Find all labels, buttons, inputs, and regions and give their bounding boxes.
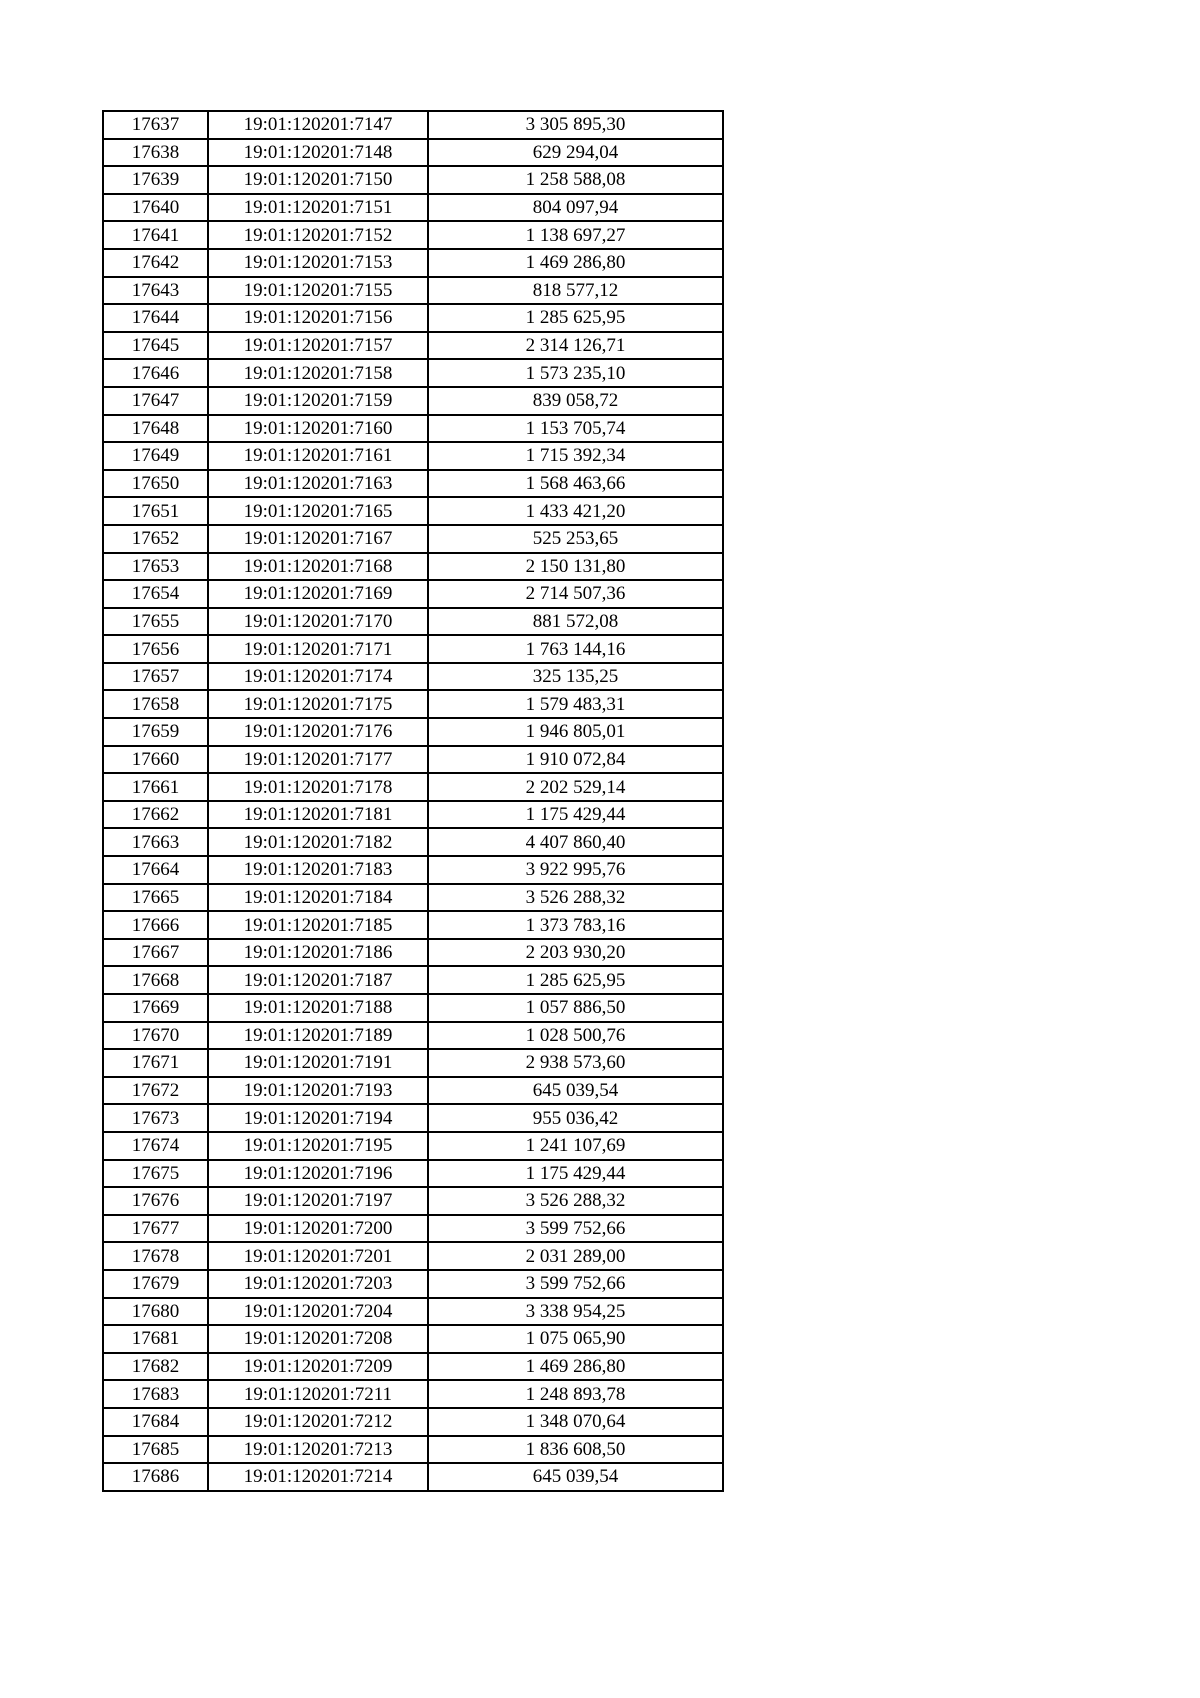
table-row xyxy=(103,1132,723,1160)
row-number-cell: 17684 xyxy=(103,1408,208,1436)
cadastral-number-cell: 19:01:120201:7181 xyxy=(208,801,428,829)
value-cell: 1 946 805,01 xyxy=(428,718,723,746)
value-cell: 1 241 107,69 xyxy=(428,1132,723,1160)
value-cell: 1 836 608,50 xyxy=(428,1436,723,1464)
table-row xyxy=(103,221,723,249)
row-number-cell: 17685 xyxy=(103,1436,208,1464)
row-number-cell: 17667 xyxy=(103,939,208,967)
value-cell: 1 469 286,80 xyxy=(428,1353,723,1381)
table-row xyxy=(103,884,723,912)
row-number-cell: 17672 xyxy=(103,1077,208,1105)
cadastral-number-cell: 19:01:120201:7169 xyxy=(208,580,428,608)
row-number-cell: 17644 xyxy=(103,304,208,332)
value-cell: 1 373 783,16 xyxy=(428,911,723,939)
table-row xyxy=(103,166,723,194)
table-row xyxy=(103,1160,723,1188)
value-cell: 1 248 893,78 xyxy=(428,1380,723,1408)
value-cell: 1 348 070,64 xyxy=(428,1408,723,1436)
cadastral-number-cell: 19:01:120201:7159 xyxy=(208,387,428,415)
row-number-cell: 17654 xyxy=(103,580,208,608)
cadastral-number-cell: 19:01:120201:7163 xyxy=(208,470,428,498)
cadastral-number-cell: 19:01:120201:7188 xyxy=(208,994,428,1022)
cadastral-number-cell: 19:01:120201:7155 xyxy=(208,277,428,305)
table-row xyxy=(103,1242,723,1270)
table-row xyxy=(103,1270,723,1298)
value-cell: 525 253,65 xyxy=(428,525,723,553)
table-row xyxy=(103,966,723,994)
value-cell: 629 294,04 xyxy=(428,139,723,167)
value-cell: 804 097,94 xyxy=(428,194,723,222)
value-cell: 1 175 429,44 xyxy=(428,801,723,829)
cadastral-number-cell: 19:01:120201:7171 xyxy=(208,635,428,663)
value-cell: 955 036,42 xyxy=(428,1104,723,1132)
table-row xyxy=(103,304,723,332)
row-number-cell: 17686 xyxy=(103,1463,208,1491)
row-number-cell: 17662 xyxy=(103,801,208,829)
value-cell: 645 039,54 xyxy=(428,1077,723,1105)
row-number-cell: 17673 xyxy=(103,1104,208,1132)
row-number-cell: 17637 xyxy=(103,111,208,139)
value-cell: 1 763 144,16 xyxy=(428,635,723,663)
table-row xyxy=(103,1049,723,1077)
table-row xyxy=(103,856,723,884)
row-number-cell: 17674 xyxy=(103,1132,208,1160)
cadastral-number-cell: 19:01:120201:7152 xyxy=(208,221,428,249)
value-cell: 2 150 131,80 xyxy=(428,553,723,581)
cadastral-number-cell: 19:01:120201:7168 xyxy=(208,553,428,581)
value-cell: 1 028 500,76 xyxy=(428,1022,723,1050)
value-cell: 3 922 995,76 xyxy=(428,856,723,884)
value-cell: 645 039,54 xyxy=(428,1463,723,1491)
cadastral-number-cell: 19:01:120201:7186 xyxy=(208,939,428,967)
value-cell: 1 579 483,31 xyxy=(428,690,723,718)
table-row xyxy=(103,580,723,608)
table-row xyxy=(103,1104,723,1132)
table-row xyxy=(103,911,723,939)
value-cell: 3 526 288,32 xyxy=(428,1187,723,1215)
table-row xyxy=(103,249,723,277)
row-number-cell: 17640 xyxy=(103,194,208,222)
value-cell: 4 407 860,40 xyxy=(428,828,723,856)
table-row xyxy=(103,690,723,718)
value-cell: 881 572,08 xyxy=(428,608,723,636)
cadastral-number-cell: 19:01:120201:7213 xyxy=(208,1436,428,1464)
value-cell: 1 433 421,20 xyxy=(428,497,723,525)
cadastral-number-cell: 19:01:120201:7214 xyxy=(208,1463,428,1491)
table-row xyxy=(103,332,723,360)
cadastral-number-cell: 19:01:120201:7185 xyxy=(208,911,428,939)
value-cell: 2 031 289,00 xyxy=(428,1242,723,1270)
table-row xyxy=(103,1298,723,1326)
cadastral-number-cell: 19:01:120201:7191 xyxy=(208,1049,428,1077)
table-row xyxy=(103,415,723,443)
table-row xyxy=(103,139,723,167)
cadastral-number-cell: 19:01:120201:7209 xyxy=(208,1353,428,1381)
value-cell: 1 175 429,44 xyxy=(428,1160,723,1188)
table-row xyxy=(103,1353,723,1381)
table-row xyxy=(103,608,723,636)
table-row xyxy=(103,442,723,470)
cadastral-number-cell: 19:01:120201:7194 xyxy=(208,1104,428,1132)
table-row xyxy=(103,1325,723,1353)
cadastral-number-cell: 19:01:120201:7150 xyxy=(208,166,428,194)
cadastral-number-cell: 19:01:120201:7208 xyxy=(208,1325,428,1353)
table-row xyxy=(103,111,723,139)
value-cell: 2 202 529,14 xyxy=(428,773,723,801)
row-number-cell: 17645 xyxy=(103,332,208,360)
cadastral-number-cell: 19:01:120201:7182 xyxy=(208,828,428,856)
cadastral-number-cell: 19:01:120201:7193 xyxy=(208,1077,428,1105)
table-row xyxy=(103,718,723,746)
cadastral-number-cell: 19:01:120201:7183 xyxy=(208,856,428,884)
row-number-cell: 17661 xyxy=(103,773,208,801)
row-number-cell: 17676 xyxy=(103,1187,208,1215)
cadastral-number-cell: 19:01:120201:7161 xyxy=(208,442,428,470)
row-number-cell: 17665 xyxy=(103,884,208,912)
table-row xyxy=(103,470,723,498)
row-number-cell: 17671 xyxy=(103,1049,208,1077)
row-number-cell: 17681 xyxy=(103,1325,208,1353)
cadastral-number-cell: 19:01:120201:7153 xyxy=(208,249,428,277)
table-row xyxy=(103,1187,723,1215)
row-number-cell: 17668 xyxy=(103,966,208,994)
cadastral-number-cell: 19:01:120201:7167 xyxy=(208,525,428,553)
cadastral-number-cell: 19:01:120201:7175 xyxy=(208,690,428,718)
cadastral-number-cell: 19:01:120201:7147 xyxy=(208,111,428,139)
row-number-cell: 17655 xyxy=(103,608,208,636)
table-row xyxy=(103,1408,723,1436)
row-number-cell: 17641 xyxy=(103,221,208,249)
table-row xyxy=(103,1463,723,1491)
cadastral-number-cell: 19:01:120201:7151 xyxy=(208,194,428,222)
cadastral-number-cell: 19:01:120201:7211 xyxy=(208,1380,428,1408)
cadastral-value-table xyxy=(102,110,724,1492)
row-number-cell: 17646 xyxy=(103,359,208,387)
row-number-cell: 17675 xyxy=(103,1160,208,1188)
cadastral-number-cell: 19:01:120201:7157 xyxy=(208,332,428,360)
value-cell: 1 910 072,84 xyxy=(428,746,723,774)
table-row xyxy=(103,828,723,856)
row-number-cell: 17679 xyxy=(103,1270,208,1298)
cadastral-number-cell: 19:01:120201:7201 xyxy=(208,1242,428,1270)
value-cell: 3 526 288,32 xyxy=(428,884,723,912)
table-row xyxy=(103,1077,723,1105)
row-number-cell: 17680 xyxy=(103,1298,208,1326)
cadastral-number-cell: 19:01:120201:7189 xyxy=(208,1022,428,1050)
row-number-cell: 17664 xyxy=(103,856,208,884)
value-cell: 1 258 588,08 xyxy=(428,166,723,194)
value-cell: 3 305 895,30 xyxy=(428,111,723,139)
value-cell: 1 153 705,74 xyxy=(428,415,723,443)
row-number-cell: 17682 xyxy=(103,1353,208,1381)
cadastral-number-cell: 19:01:120201:7197 xyxy=(208,1187,428,1215)
value-cell: 1 285 625,95 xyxy=(428,304,723,332)
row-number-cell: 17643 xyxy=(103,277,208,305)
row-number-cell: 17638 xyxy=(103,139,208,167)
cadastral-number-cell: 19:01:120201:7187 xyxy=(208,966,428,994)
value-cell: 1 057 886,50 xyxy=(428,994,723,1022)
row-number-cell: 17648 xyxy=(103,415,208,443)
row-number-cell: 17677 xyxy=(103,1215,208,1243)
value-cell: 1 568 463,66 xyxy=(428,470,723,498)
row-number-cell: 17647 xyxy=(103,387,208,415)
value-cell: 3 599 752,66 xyxy=(428,1270,723,1298)
value-cell: 2 203 930,20 xyxy=(428,939,723,967)
value-cell: 1 573 235,10 xyxy=(428,359,723,387)
cadastral-number-cell: 19:01:120201:7195 xyxy=(208,1132,428,1160)
row-number-cell: 17659 xyxy=(103,718,208,746)
cadastral-number-cell: 19:01:120201:7176 xyxy=(208,718,428,746)
value-cell: 1 715 392,34 xyxy=(428,442,723,470)
row-number-cell: 17657 xyxy=(103,663,208,691)
table-row xyxy=(103,194,723,222)
row-number-cell: 17651 xyxy=(103,497,208,525)
table-row xyxy=(103,994,723,1022)
table-row xyxy=(103,553,723,581)
cadastral-number-cell: 19:01:120201:7204 xyxy=(208,1298,428,1326)
cadastral-number-cell: 19:01:120201:7148 xyxy=(208,139,428,167)
table-row xyxy=(103,746,723,774)
row-number-cell: 17642 xyxy=(103,249,208,277)
row-number-cell: 17670 xyxy=(103,1022,208,1050)
cadastral-number-cell: 19:01:120201:7174 xyxy=(208,663,428,691)
row-number-cell: 17656 xyxy=(103,635,208,663)
cadastral-number-cell: 19:01:120201:7156 xyxy=(208,304,428,332)
cadastral-number-cell: 19:01:120201:7165 xyxy=(208,497,428,525)
cadastral-number-cell: 19:01:120201:7212 xyxy=(208,1408,428,1436)
table-row xyxy=(103,359,723,387)
table-row xyxy=(103,1380,723,1408)
value-cell: 3 599 752,66 xyxy=(428,1215,723,1243)
row-number-cell: 17650 xyxy=(103,470,208,498)
cadastral-number-cell: 19:01:120201:7170 xyxy=(208,608,428,636)
value-cell: 1 285 625,95 xyxy=(428,966,723,994)
cadastral-number-cell: 19:01:120201:7200 xyxy=(208,1215,428,1243)
row-number-cell: 17653 xyxy=(103,553,208,581)
cadastral-number-cell: 19:01:120201:7178 xyxy=(208,773,428,801)
table-row xyxy=(103,1215,723,1243)
table-row xyxy=(103,277,723,305)
value-cell: 818 577,12 xyxy=(428,277,723,305)
table-row xyxy=(103,387,723,415)
table-row xyxy=(103,939,723,967)
cadastral-number-cell: 19:01:120201:7184 xyxy=(208,884,428,912)
row-number-cell: 17652 xyxy=(103,525,208,553)
table-row xyxy=(103,635,723,663)
value-cell: 325 135,25 xyxy=(428,663,723,691)
value-cell: 2 314 126,71 xyxy=(428,332,723,360)
cadastral-number-cell: 19:01:120201:7203 xyxy=(208,1270,428,1298)
row-number-cell: 17639 xyxy=(103,166,208,194)
cadastral-number-cell: 19:01:120201:7196 xyxy=(208,1160,428,1188)
row-number-cell: 17666 xyxy=(103,911,208,939)
table-row xyxy=(103,497,723,525)
row-number-cell: 17663 xyxy=(103,828,208,856)
value-cell: 1 469 286,80 xyxy=(428,249,723,277)
table-row xyxy=(103,801,723,829)
row-number-cell: 17649 xyxy=(103,442,208,470)
table-row xyxy=(103,1436,723,1464)
value-cell: 839 058,72 xyxy=(428,387,723,415)
row-number-cell: 17669 xyxy=(103,994,208,1022)
table-row xyxy=(103,773,723,801)
table-row xyxy=(103,525,723,553)
row-number-cell: 17658 xyxy=(103,690,208,718)
row-number-cell: 17660 xyxy=(103,746,208,774)
table-row xyxy=(103,1022,723,1050)
value-cell: 2 938 573,60 xyxy=(428,1049,723,1077)
row-number-cell: 17683 xyxy=(103,1380,208,1408)
value-cell: 1 075 065,90 xyxy=(428,1325,723,1353)
row-number-cell: 17678 xyxy=(103,1242,208,1270)
table-row xyxy=(103,663,723,691)
cadastral-number-cell: 19:01:120201:7158 xyxy=(208,359,428,387)
value-cell: 2 714 507,36 xyxy=(428,580,723,608)
table-body xyxy=(103,111,723,1491)
value-cell: 3 338 954,25 xyxy=(428,1298,723,1326)
cadastral-number-cell: 19:01:120201:7177 xyxy=(208,746,428,774)
cadastral-number-cell: 19:01:120201:7160 xyxy=(208,415,428,443)
value-cell: 1 138 697,27 xyxy=(428,221,723,249)
